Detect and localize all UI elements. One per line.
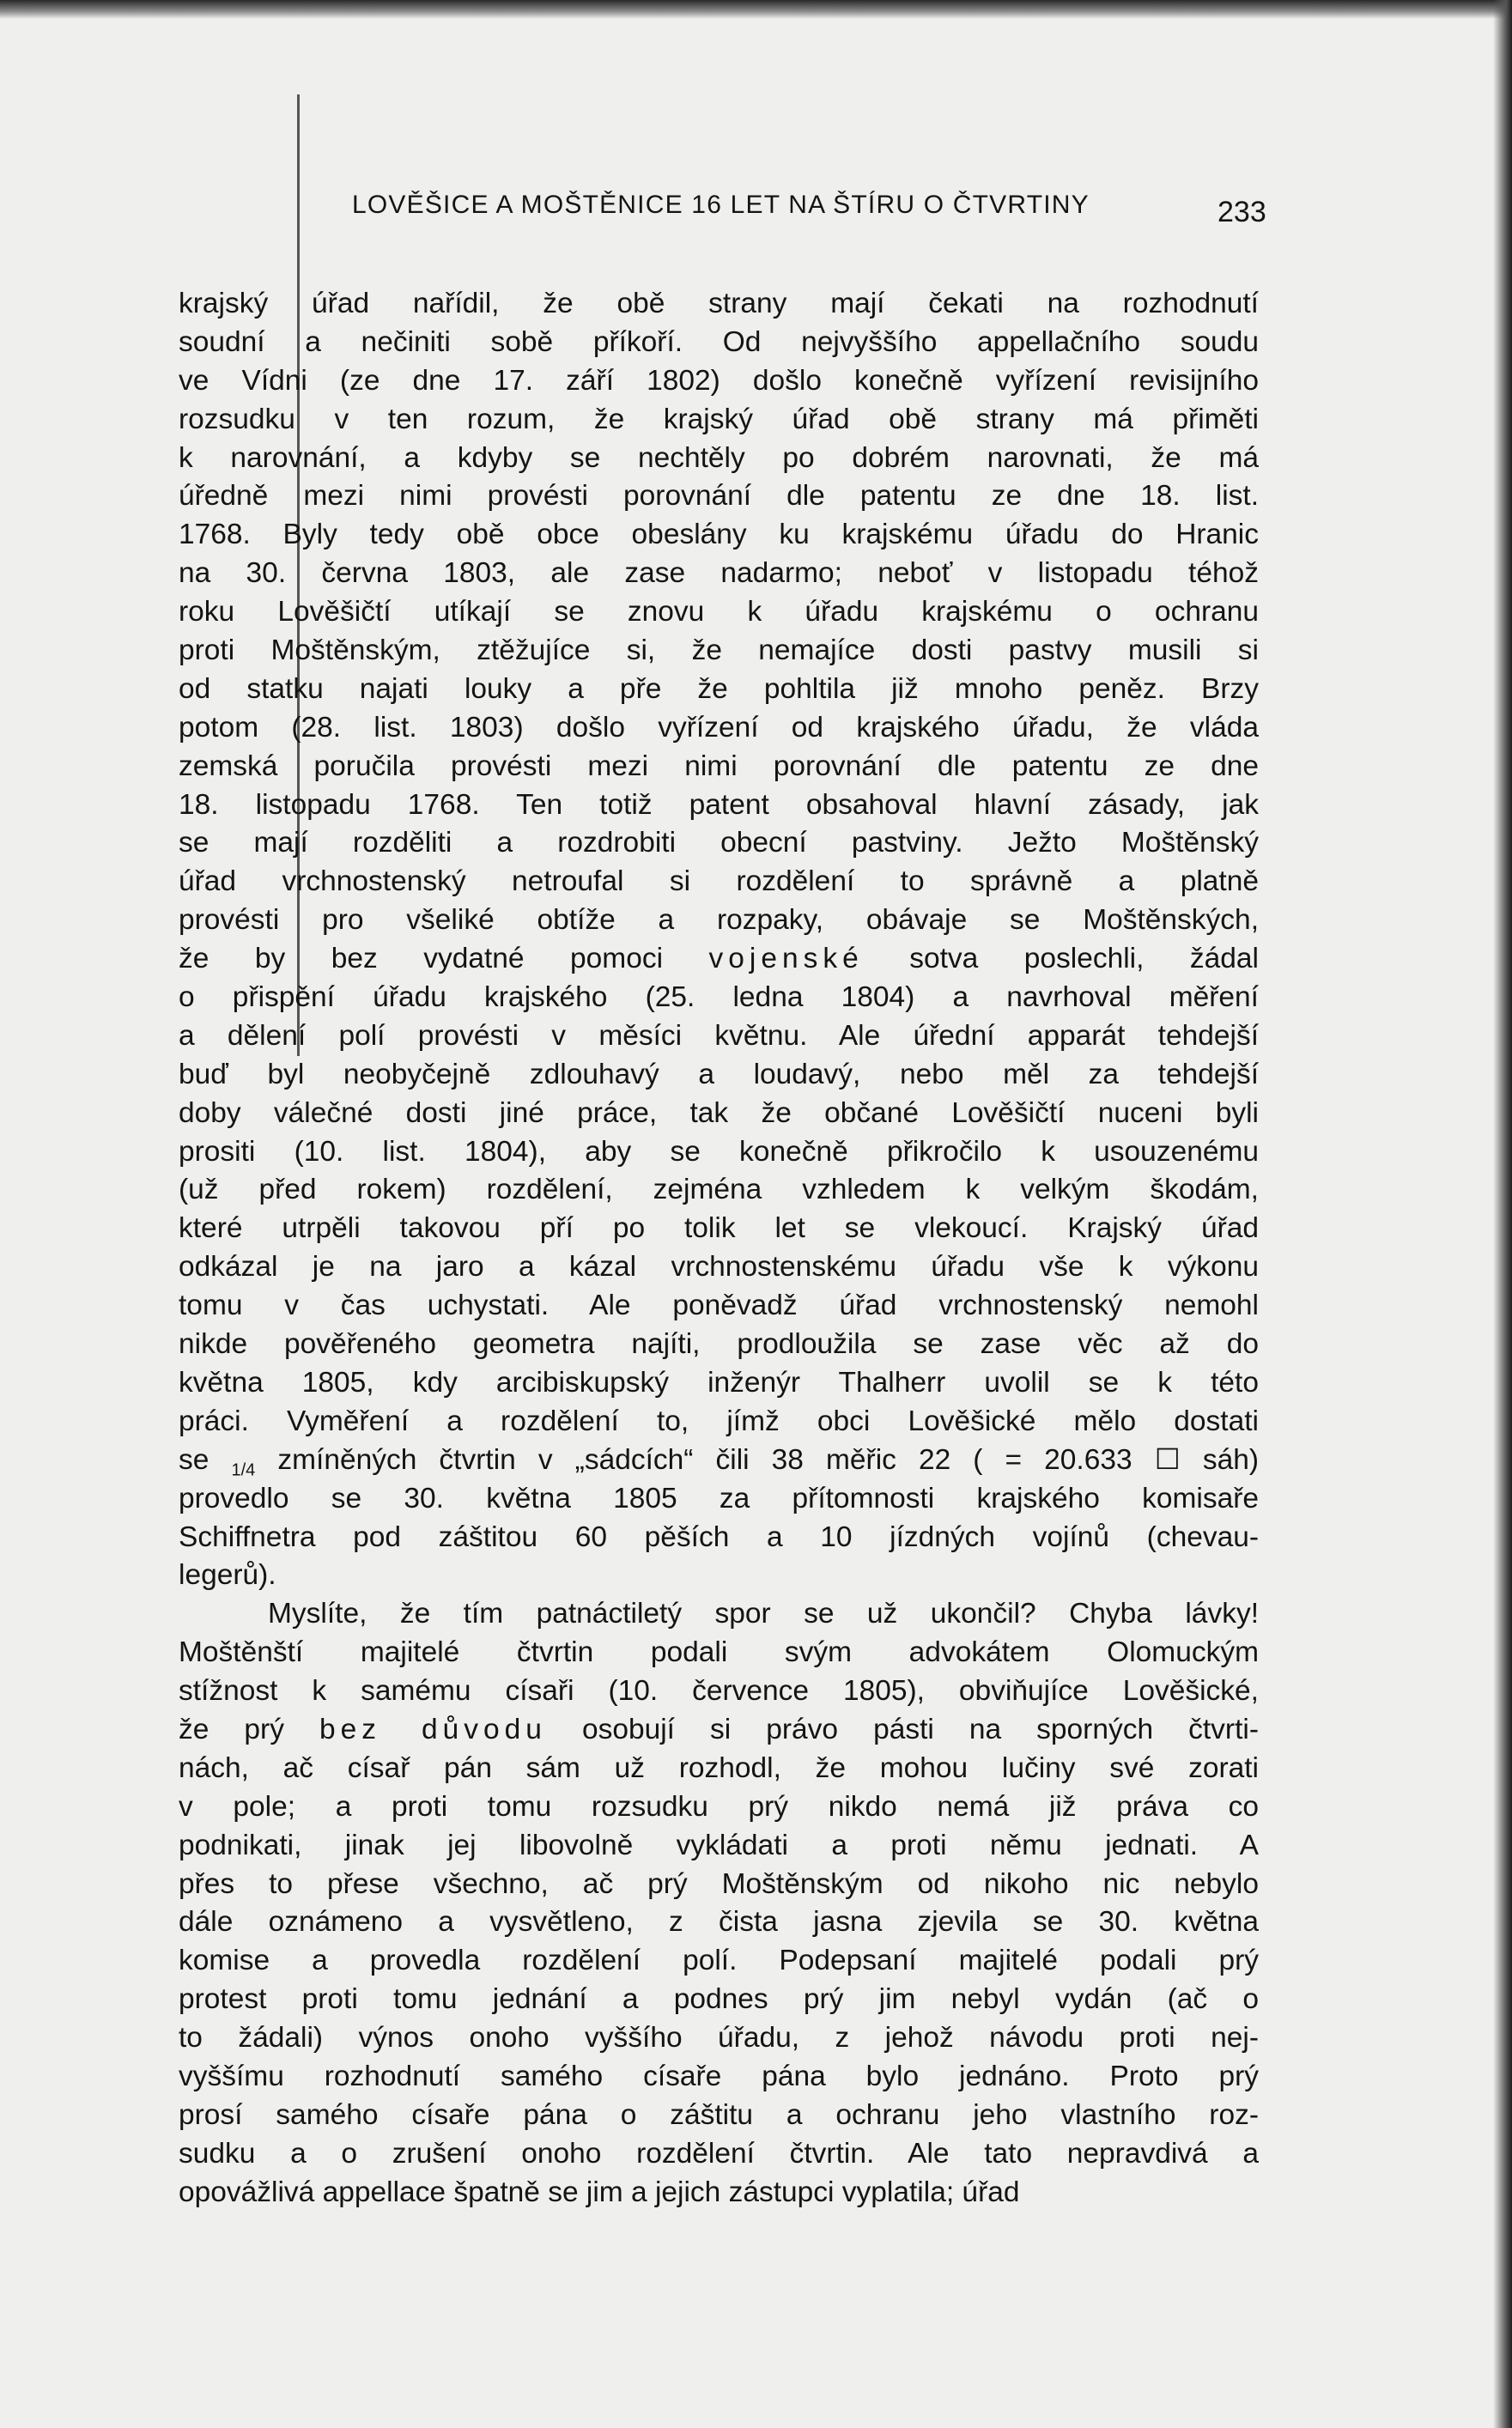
text-line: buď byl neobyčejně zdlouhavý a loudavý, nebo měl za tehdejší: [179, 1058, 1259, 1090]
text-run: sotva poslechli, žádal: [863, 943, 1259, 975]
text-line: doby válečné dosti jiné práce, tak že občané Lověšičtí nuceni byli: [179, 1096, 1259, 1129]
text-line: nách, ač císař pán sám už rozhodl, že mohou lučiny své zorati: [179, 1751, 1259, 1784]
paragraph-1: [179, 285, 1259, 1595]
fraction-quarter: 1/4: [231, 1460, 256, 1480]
text-line: práci. Vyměření a rozdělení to, jímž obci Lověšické mělo dostati: [179, 1405, 1259, 1437]
text-line: to žádali) výnos onoho vyššího úřadu, z jehož návodu proti nej-: [179, 2022, 1259, 2055]
text-line: na 30. června 1803, ale zase nadarmo; neboť v listopadu téhož: [179, 557, 1259, 590]
body-text: [179, 285, 1259, 2213]
text-line: které utrpěli takovou pří po tolik let se vlekoucí. Krajský úřad: [179, 1212, 1259, 1245]
text-line: ve Vídni (ze dne 17. září 1802) došlo konečně vyřízení revisijního: [179, 364, 1259, 397]
text-line: a dělení polí provésti v měsíci květnu. Ale úřední apparát tehdejší: [179, 1019, 1259, 1052]
text-line: 18. listopadu 1768. Ten totiž patent obsahoval hlavní zásady, jak: [179, 788, 1259, 821]
text-line: úřad vrchnostenský netroufal si rozdělení to správně a platně: [179, 865, 1259, 898]
text-line: opovážlivá appellace špatně se jim a jejich zástupci vyplatila; úřad: [179, 2176, 1020, 2208]
text-line: Schiffnetra pod záštitou 60 pěších a 10 jízdných vojínů (chevau-: [179, 1521, 1259, 1553]
text-line: sudku a o zrušení onoho rozdělení čtvrtin. Ale tato nepravdivá a: [179, 2137, 1259, 2170]
scan-right-edge: [1493, 0, 1512, 2428]
text-run: se: [179, 1443, 232, 1476]
paragraph-2: [179, 1595, 1259, 2212]
text-line: podnikati, jinak jej libovolně vykládati a proti němu jednati. A: [179, 1829, 1259, 1861]
text-line: roku Lověšičtí utíkají se znovu k úřadu krajskému o ochranu: [179, 596, 1259, 628]
text-line: přes to přese všechno, ač prý Moštěnským od nikoho nic nebylo: [179, 1867, 1259, 1900]
text-line: provésti pro všeliké obtíže a rozpaky, obávaje se Moštěnských,: [179, 904, 1259, 937]
text-line: května 1805, kdy arcibiskupský inženýr Thalherr uvolil se k této: [179, 1366, 1259, 1399]
text-line: krajský úřad nařídil, že obě strany mají čekati na rozhodnutí: [179, 288, 1259, 319]
text-line: soudní a nečiniti sobě příkoří. Od nejvyššího appellačního soudu: [179, 325, 1259, 358]
text-line: k narovnání, a kdyby se nechtěly po dobrém narovnati, že má: [179, 441, 1259, 474]
text-line: [179, 1711, 1259, 1750]
text-run: že prý: [179, 1713, 319, 1745]
text-line: proti Moštěnským, ztěžujíce si, že nemajíce dosti pastvy musili si: [179, 634, 1259, 667]
page-number: 233: [1217, 196, 1266, 228]
text-line: [179, 1442, 1259, 1480]
text-line: tomu v čas uchystati. Ale poněvadž úřad vrchnostenský nemohl: [179, 1290, 1259, 1322]
text-line: stížnost k samému císaři (10. července 1805), obviňujíce Lověšické,: [179, 1675, 1259, 1708]
text-line: v pole; a proti tomu rozsudku prý nikdo nemá již práva co: [179, 1790, 1259, 1823]
text-line: provedlo se 30. května 1805 za přítomnosti krajského komisaře: [179, 1482, 1259, 1514]
text-line: prositi (10. list. 1804), aby se konečně přikročilo k usouzenému: [179, 1135, 1259, 1168]
scan-top-edge: [0, 0, 1512, 19]
text-line: od statku najati louky a pře že pohltila již mnoho peněz. Brzy: [179, 672, 1259, 705]
text-run: zmíněných čtvrtin v „sádcích“ čili 38 měřic 22 ( = 20.633 ☐ sáh): [255, 1443, 1259, 1476]
running-title: LOVĚŠICE A MOŠTĚNICE 16 LET NA ŠTÍRU O ČTVRTINY: [352, 191, 1090, 219]
text-line: (už před rokem) rozdělení, zejména vzhledem k velkým škodám,: [179, 1174, 1259, 1206]
text-run: osobují si právo pásti na sporných čtvrti-: [546, 1713, 1259, 1745]
spaced-emphasis: bez důvodu: [319, 1713, 547, 1745]
text-line: nikde pověřeného geometra najíti, prodloužila se zase věc až do: [179, 1328, 1259, 1361]
text-line: dále oznámeno a vysvětleno, z čista jasna zjevila se 30. května: [179, 1906, 1259, 1939]
text-line: o přispění úřadu krajského (25. ledna 1804) a navrhoval měření: [179, 981, 1259, 1014]
text-line: zemská poručila provésti mezi nimi porovnání dle patentu ze dne: [179, 750, 1259, 782]
text-line: prosí samého císaře pána o záštitu a ochranu jeho vlastního roz-: [179, 2098, 1259, 2131]
text-line: protest proti tomu jednání a podnes prý jim nebyl vydán (ač o: [179, 1983, 1259, 2016]
text-line: úředně mezi nimi provésti porovnání dle patentu ze dne 18. list.: [179, 480, 1259, 513]
text-run: že by bez vydatné pomoci: [179, 943, 709, 975]
text-line: legerů).: [179, 1559, 276, 1592]
spaced-emphasis: vojenské: [708, 943, 864, 975]
text-line: 1768. Byly tedy obě obce obeslány ku krajskému úřadu do Hranic: [179, 519, 1259, 551]
text-line: komise a provedla rozdělení polí. Podepsaní majitelé podali prý: [179, 1945, 1259, 1977]
text-line: Myslíte, že tím patnáctiletý spor se už ukončil? Chyba lávky!: [268, 1598, 1259, 1630]
text-line: se mají rozděliti a rozdrobiti obecní pastviny. Ježto Moštěnský: [179, 827, 1259, 859]
text-line: odkázal je na jaro a kázal vrchnostenskému úřadu vše k výkonu: [179, 1251, 1259, 1284]
text-line: [179, 940, 1259, 979]
text-line: Moštěnští majitelé čtvrtin podali svým advokátem Olomuckým: [179, 1636, 1259, 1669]
text-line: rozsudku v ten rozum, že krajský úřad obě strany má přiměti: [179, 403, 1259, 435]
text-line: vyššímu rozhodnutí samého císaře pána bylo jednáno. Proto prý: [179, 2060, 1259, 2092]
text-line: potom (28. list. 1803) došlo vyřízení od krajského úřadu, že vláda: [179, 711, 1259, 744]
